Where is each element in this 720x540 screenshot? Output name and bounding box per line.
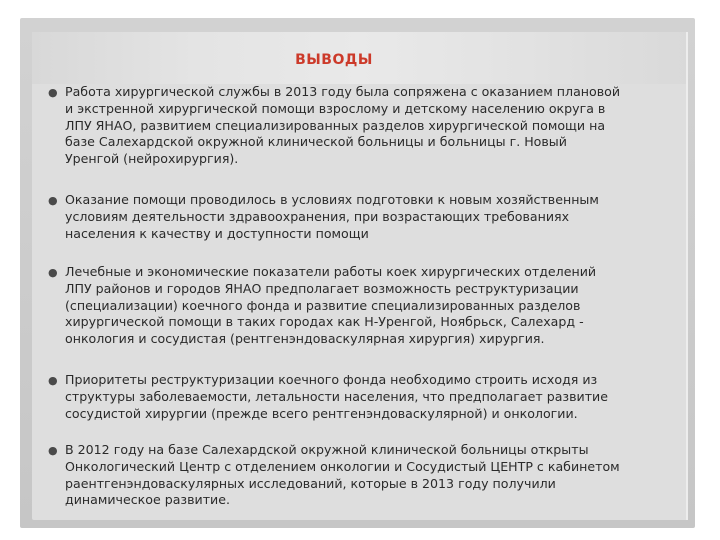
bullet-text: Лечебные и экономические показатели работы коек хирургических отделений ЛПУ районов и городов ЯНАО предполагает возможность реструктуризации (специализации) коечного фонда и развитие специализированных разделов хирургической помощи в таких городах как Н-Уренгой, Ноябрьск, Салехард - онкология и сосудистая (рентгенэндоваскулярная хирургия) хирургия. <box>65 264 597 347</box>
bullet-dot-icon: ● <box>48 266 58 279</box>
bullet-dot-icon: ● <box>48 444 58 457</box>
bullet-dot-icon: ● <box>48 194 58 207</box>
bullet-dot-icon: ● <box>48 374 58 387</box>
bullet-text: В 2012 году на базе Салехардской окружной клинической больницы открыты Онкологический Центр с отделением онкологии и Сосудистый ЦЕНТР с кабинетом раентгенэндоваскулярных исследований, которые в 2013 году получили динамическое развитие. <box>65 442 620 508</box>
bullet-text: Приоритеты реструктуризации коечного фонда необходимо строить исходя из структуры заболеваемости, летальности населения, что предполагает развитие сосудистой хирургии (прежде всего рентгенэндоваскулярной) и онкологии. <box>65 372 608 421</box>
slide-title: ВЫВОДЫ <box>295 52 373 68</box>
bullet-text: Работа хирургической службы в 2013 году была сопряжена с оказанием плановой и экстренной хирургической помощи взрослому и детскому населению округа в ЛПУ ЯНАО, развитием специализированных разделов хирургической помощи на базе Салехардской окружной клинической больницы и больницы г. Новый Уренгой (нейрохирургия). <box>65 84 621 167</box>
bullet-dot-icon: ● <box>48 86 58 99</box>
bullet-text: Оказание помощи проводилось в условиях подготовки к новым хозяйственным условиям деятельности здравоохранения, при возрастающих требованиях населения к качеству и доступности помощи <box>65 192 599 241</box>
